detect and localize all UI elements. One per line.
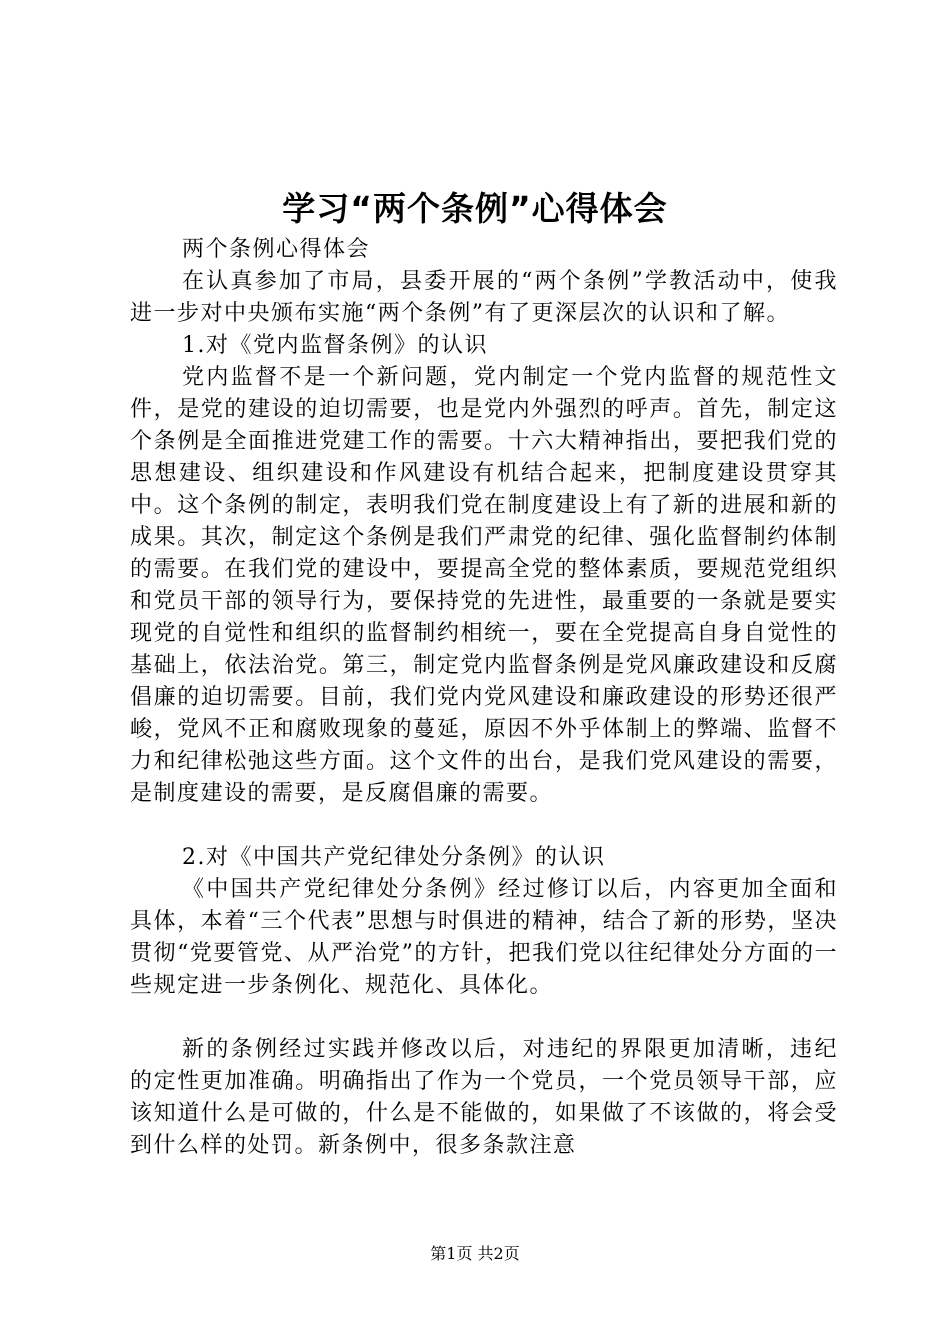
subtitle-paragraph: 两个条例心得体会 [182, 237, 371, 262]
document-body [130, 234, 838, 1162]
section-2-paragraph-continued: 新的条例经过实践并修改以后，对违纪的界限更加清晰，违纪的定性更加准确。明确指出了作为一个党员，一个党员领导干部，应该知道什么是可做的，什么是不能做的，如果做了不该做的，将会受到什么样的处罚。新条例中，很多条款注意 [130, 1037, 838, 1158]
intro-paragraph: 在认真参加了市局，县委开展的“两个条例”学教活动中，使我进一步对中央颁布实施“两个条例”有了更深层次的认识和了解。 [130, 269, 838, 326]
page-number-footer: 第1页 共2页 [430, 1244, 520, 1263]
section-2-paragraph: 《中国共产党纪律处分条例》经过修订以后，内容更加全面和具体，本着“三个代表”思想与时俱进的精神，结合了新的形势，坚决贯彻“党要管党、从严治党”的方针，把我们党以往纪律处分方面的一些规定进一步条例化、规范化、具体化。 [130, 877, 838, 998]
section-heading-2: 2.对《中国共产党纪律处分条例》的认识 [182, 845, 606, 870]
section-1-paragraph: 党内监督不是一个新问题，党内制定一个党内监督的规范性文件，是党的建设的迫切需要，也是党内外强烈的呼声。首先，制定这个条例是全面推进党建工作的需要。十六大精神指出，要把我们党的思想建设、组织建设和作风建设有机结合起来，把制度建设贯穿其中。这个条例的制定，表明我们党在制度建设上有了新的进展和新的成果。其次，制定这个条例是我们严肃党的纪律、强化监督制约体制的需要。在我们党的建设中，要提高全党的整体素质，要规范党组织和党员干部的领导行为，要保持党的先进性，最重要的一条就是要实现党的自觉性和组织的监督制约相统一，要在全党提高自身自觉性的基础上，依法治党。第三，制定党内监督条例是党风廉政建设和反腐倡廉的迫切需要。目前，我们党内党风建设和廉政建设的形势还很严峻，党风不正和腐败现象的蔓延，原因不外乎体制上的弊端、监督不力和纪律松弛这些方面。这个文件的出台，是我们党风建设的需要，是制度建设的需要，是反腐倡廉的需要。 [130, 365, 838, 806]
document-title: 学习“两个条例”心得体会 [282, 189, 668, 228]
section-heading-1: 1.对《党内监督条例》的认识 [182, 333, 488, 358]
